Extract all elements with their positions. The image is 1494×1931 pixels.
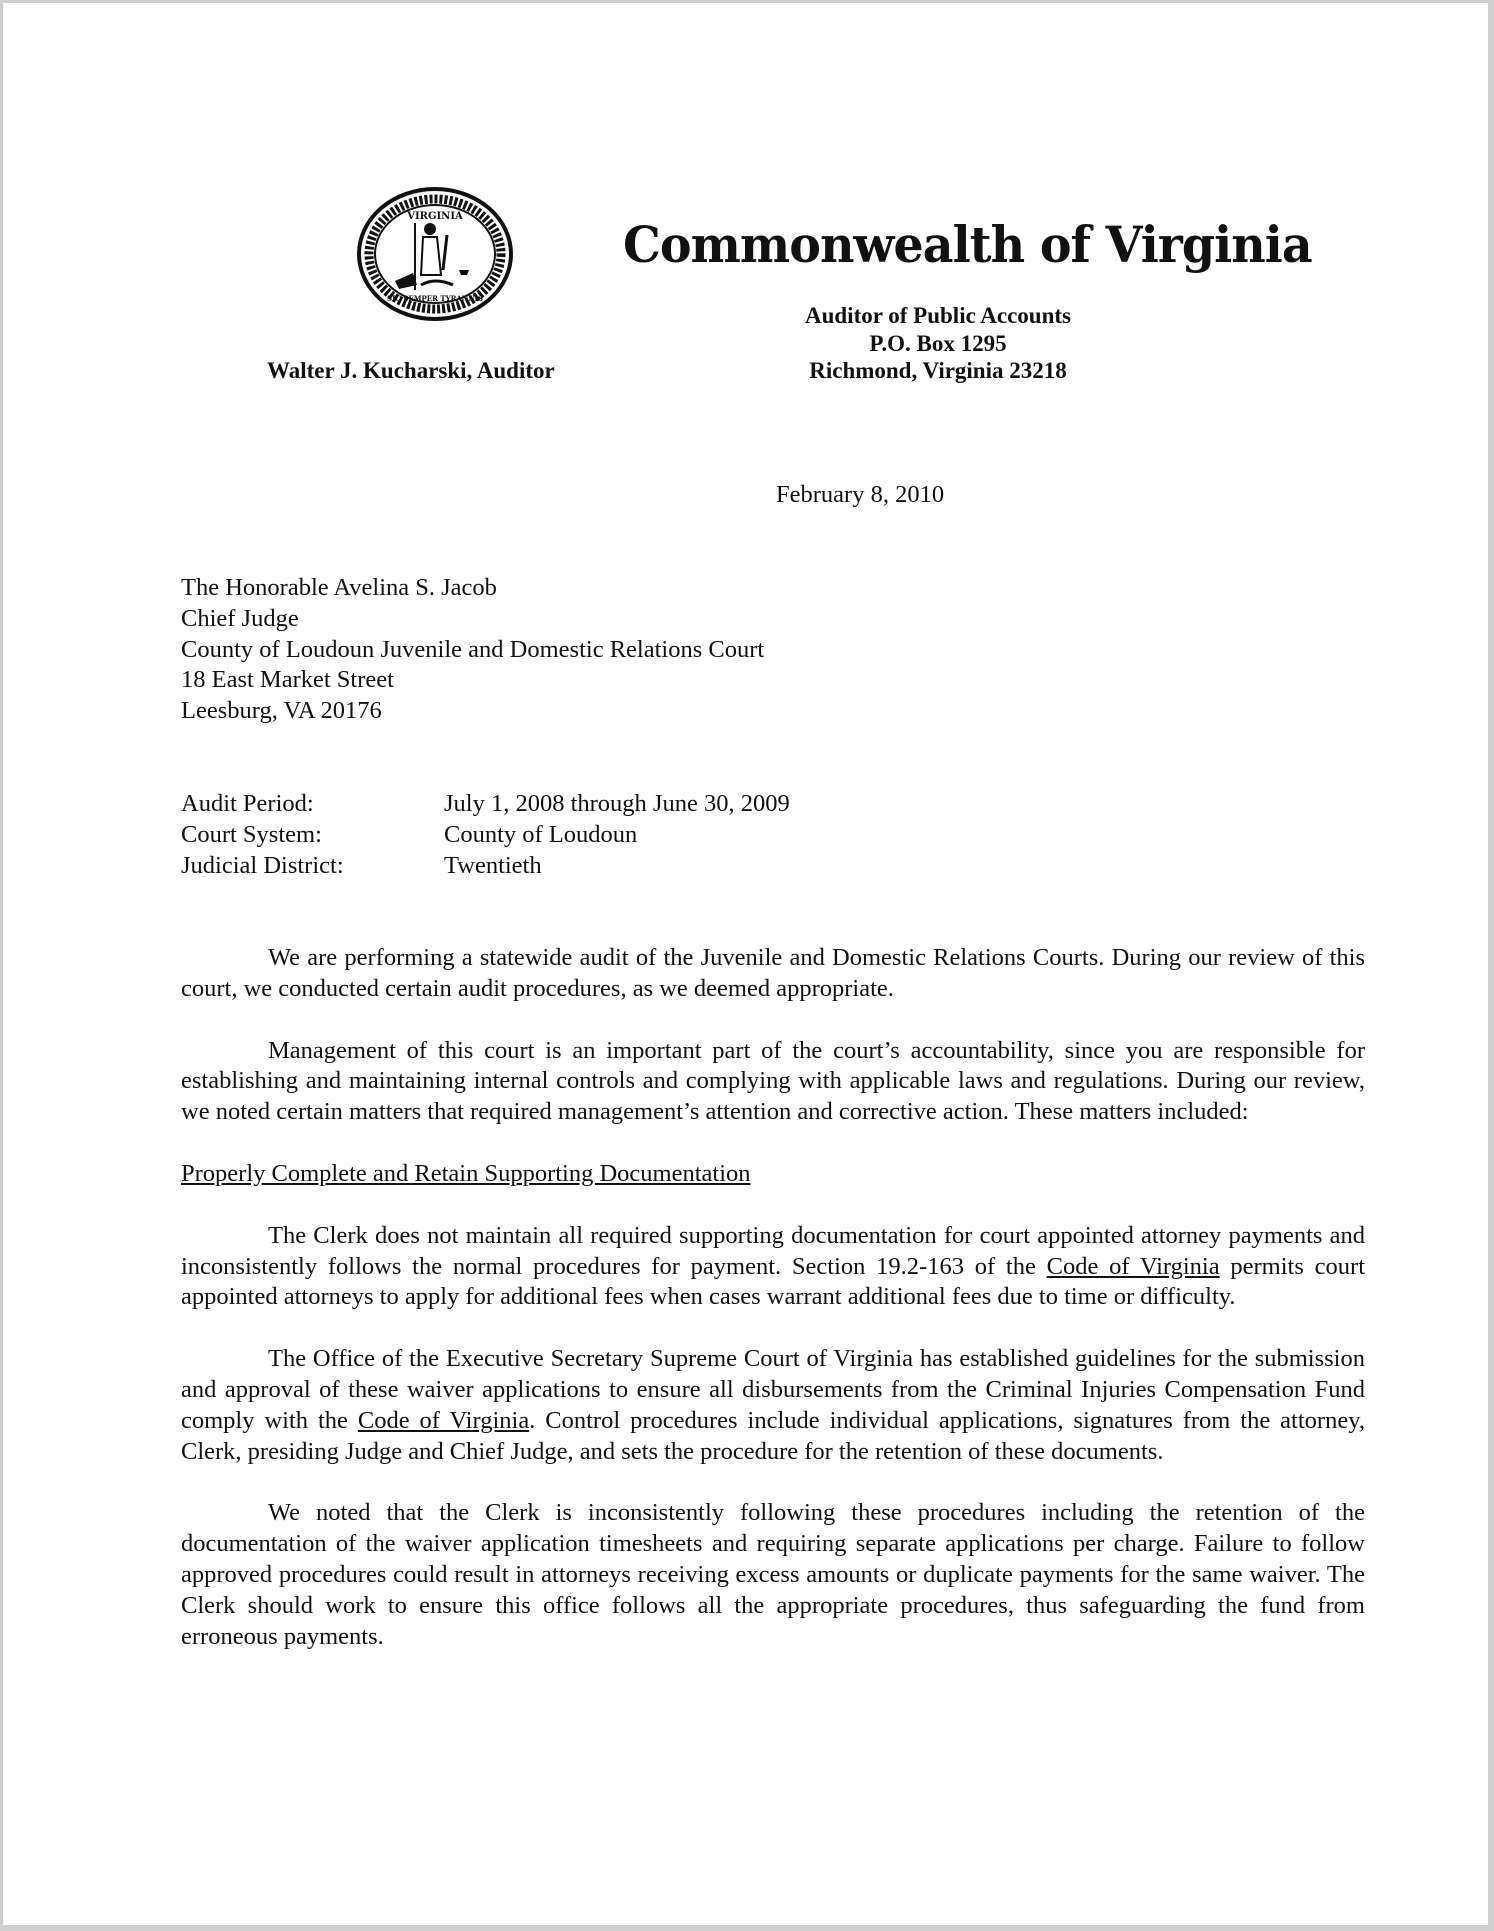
recipient-line: County of Loudoun Juvenile and Domestic Relations Court — [181, 635, 765, 663]
letterhead-office: Auditor of Public Accounts — [804, 303, 1072, 328]
audit-info-label: Court System: — [181, 820, 322, 848]
code-of-virginia-reference: Code of Virginia — [1046, 1252, 1220, 1280]
recipient-line: Leesburg, VA 20176 — [181, 697, 382, 725]
audit-info-value: July 1, 2008 through June 30, 2009 — [444, 790, 790, 817]
letterhead-title: Commonwealth of Virginia — [623, 215, 1312, 274]
paragraph-text: . Control procedures include individual applications, signatures from the attorney, Clerk, presiding Judge and Chief Judge, and sets the procedure for the retention of these documents. — [181, 1406, 1365, 1465]
svg-text:VIRGINIA: VIRGINIA — [407, 211, 463, 222]
audit-info-row — [181, 851, 790, 882]
body-paragraph: We are performing a statewide audit of the Juvenile and Domestic Relations Courts. During our review of this court, we conducted certain audit procedures, as we deemed appropriate. — [181, 944, 1365, 1002]
audit-info-row — [181, 820, 790, 851]
body-paragraph — [181, 1344, 1365, 1467]
audit-info-label: Audit Period: — [181, 790, 314, 817]
letterhead-city-state-zip: Richmond, Virginia 23218 — [809, 358, 1067, 383]
virginia-state-seal-icon — [355, 185, 515, 323]
recipient-line: 18 East Market Street — [181, 666, 394, 694]
code-of-virginia-reference: Code of Virginia — [357, 1406, 530, 1434]
audit-info-block — [181, 789, 790, 881]
paragraph-text: permits court appointed attorneys to apply for additional fees when cases warrant additional fees due to time or difficulty. — [181, 1252, 1366, 1311]
audit-info-label: Judicial District: — [181, 851, 344, 879]
section-heading: Properly Complete and Retain Supporting Documentation — [181, 1159, 751, 1187]
audit-info-value: County of Loudoun — [444, 820, 638, 848]
paragraph-text: The Clerk does not maintain all required supporting documentation for court appointed attorney payments and inconsistently follows the normal procedures for payment. Section 19.2-163 of the — [181, 1221, 1365, 1280]
recipient-line: The Honorable Avelina S. Jacob — [181, 574, 497, 601]
letter-date: February 8, 2010 — [776, 481, 945, 508]
letter-body — [181, 943, 1365, 1683]
svg-text:SIC SEMPER TYRANNIS: SIC SEMPER TYRANNIS — [387, 294, 483, 303]
paragraph-text: The Office of the Executive Secretary Supreme Court of Virginia has established guidelines for the submission and approval of these waiver applications to ensure all disbursements from the Criminal Injuries Compensation Fund comply with the — [181, 1345, 1365, 1434]
audit-info-row — [181, 789, 790, 820]
letterhead-auditor-name: Walter J. Kucharski, Auditor — [267, 358, 555, 383]
letterhead-po-box: P.O. Box 1295 — [869, 331, 1007, 356]
body-paragraph: Management of this court is an important part of the court’s accountability, since you are responsible for establishing and maintaining internal controls and complying with applicable laws and regulations. During our review, we noted certain matters that required management’s attention and corrective action. These matters included: — [181, 1036, 1365, 1126]
audit-info-value: Twentieth — [444, 851, 542, 879]
recipient-line: Chief Judge — [181, 604, 299, 632]
body-paragraph — [181, 1221, 1365, 1313]
recipient-address-block — [181, 573, 764, 727]
body-paragraph: We noted that the Clerk is inconsistently following these procedures including the retention of the documentation of the waiver application timesheets and requiring separate applications per charge. Failure to follow approved procedures could result in attorneys receiving excess amounts or duplicate payments for the same waiver. The Clerk should work to ensure this office follows all the appropriate procedures, thus safeguarding the fund from erroneous payments. — [181, 1499, 1365, 1650]
